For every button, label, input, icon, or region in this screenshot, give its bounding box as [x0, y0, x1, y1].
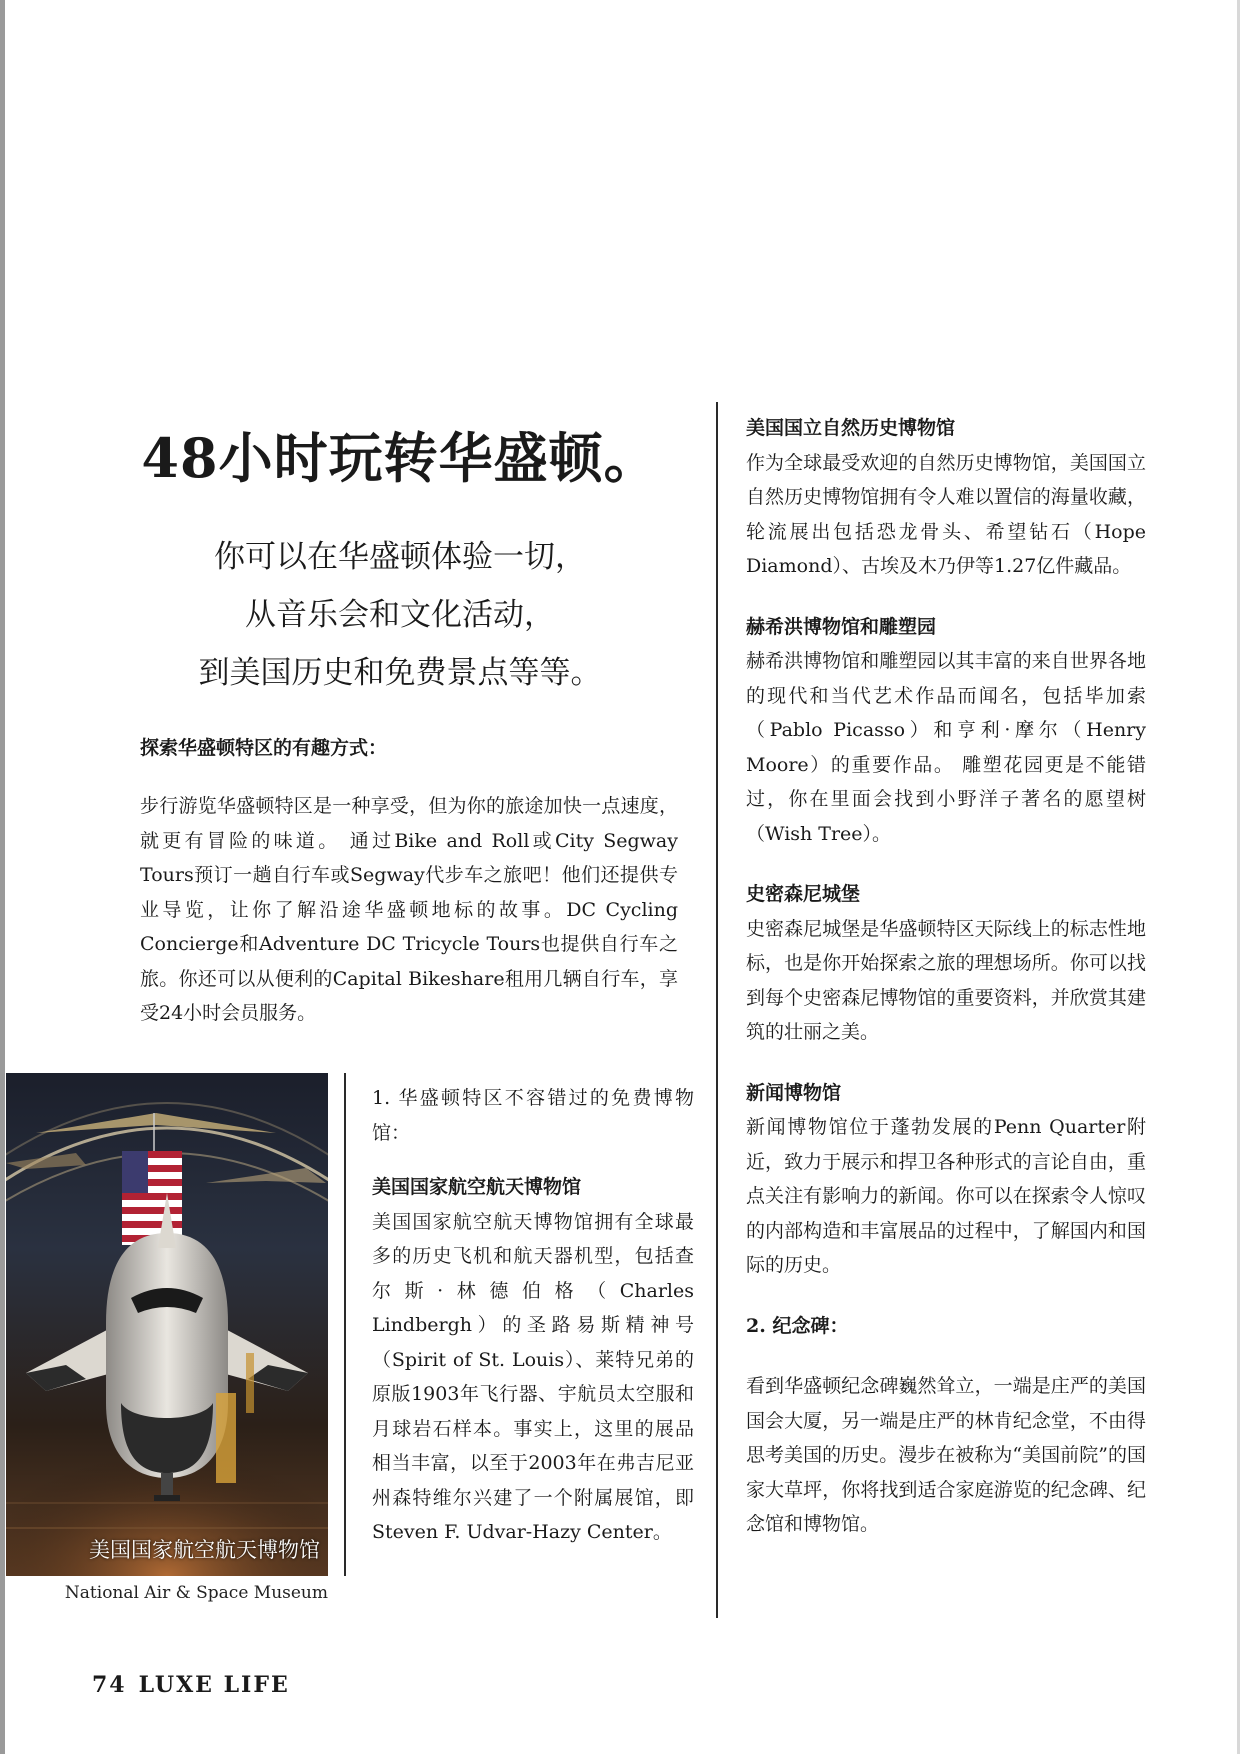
photo-divider — [344, 1073, 346, 1576]
monuments-heading: 2. 纪念碑： — [746, 1314, 849, 1337]
subtitle-line: 到美国历史和免费景点等等。 — [198, 655, 602, 691]
museum-list-heading: 1. 华盛顿特区不容错过的免费博物馆： — [372, 1087, 694, 1144]
smithsonian-castle-title: 史密森尼城堡 — [746, 883, 861, 905]
magazine-name: LUXE LIFE — [138, 1672, 290, 1698]
newseum-title: 新闻博物馆 — [746, 1081, 842, 1104]
page-footer — [92, 1672, 290, 1698]
spacer — [746, 851, 1146, 877]
natural-history-title: 美国国立自然历史博物馆 — [746, 417, 956, 439]
middle-column — [372, 1081, 694, 1550]
spacer — [746, 1283, 1146, 1309]
right-column — [746, 411, 1146, 1542]
air-space-museum-text: 美国国家航空航天博物馆拥有全球最多的历史飞机和航天器机型，包括查尔斯·林德伯格（Charles Lindbergh）的圣路易斯精神号（Spirit of St. Louis）、莱特兄弟的原版1903年飞行器、宇航员太空服和月球岩石样本。事实上，这里的展品相当丰富，以至于2003年在弗吉尼亚州森特维尔兴建了一个附属展馆，即Steven F. Udvar-Hazy Center。 — [372, 1210, 694, 1543]
subtitle-line: 从音乐会和文化活动， — [245, 597, 555, 633]
spacer — [746, 1050, 1146, 1076]
natural-history-text: 作为全球最受欢迎的自然历史博物馆，美国国立自然历史博物馆拥有令人难以置信的海量收藏，轮流展出包括恐龙骨头、希望钻石（Hope Diamond）、古埃及木乃伊等1.27亿件藏品。 — [746, 451, 1146, 577]
hirshhorn-title: 赫希洪博物馆和雕塑园 — [746, 615, 937, 638]
article-subtitle — [120, 528, 680, 702]
page-number: 74 — [92, 1672, 127, 1698]
intro-heading: 探索华盛顿特区的有趣方式： — [140, 737, 388, 759]
intro-paragraph: 步行游览华盛顿特区是一种享受，但为你的旅途加快一点速度，就更有冒险的味道。 通过Bike and Roll或City Segway Tours预订一趟自行车或Segway代步车之旅吧！他们还提供专业导览，让你了解沿途华盛顿地标的故事。DC Cycling Concierge和Adventure DC Tricycle Tours也提供自行车之旅。你还可以从便利的Capital Bikeshare租用几辆自行车，享受24小时会员服务。 — [140, 795, 678, 1024]
page-edge-shadow — [0, 0, 5, 1754]
column-divider — [716, 402, 718, 1618]
newseum-text: 新闻博物馆位于蓬勃发展的Penn Quarter附近，致力于展示和捍卫各种形式的言论自由，重点关注有影响力的新闻。你可以在探索令人惊叹的内部构造和丰富展品的过程中，了解国内和国际的历史。 — [746, 1116, 1146, 1276]
space-shuttle-photo — [6, 1073, 328, 1576]
monuments-text: 看到华盛顿纪念碑巍然耸立，一端是庄严的美国国会大厦，另一端是庄严的林肯纪念堂，不由得思考美国的历史。漫步在被称为“美国前院”的国家大草坪，你将找到适合家庭游览的纪念碑、纪念馆和博物馆。 — [746, 1375, 1146, 1535]
space-shuttle-illustration — [6, 1073, 328, 1576]
photo-caption-chinese: 美国国家航空航天博物馆 — [89, 1538, 320, 1562]
spacer — [746, 1343, 1146, 1369]
air-space-museum-title: 美国国家航空航天博物馆 — [372, 1176, 582, 1198]
hirshhorn-text: 赫希洪博物馆和雕塑园以其丰富的来自世界各地的现代和当代艺术作品而闻名，包括毕加索（Pablo Picasso）和亨利·摩尔（Henry Moore）的重要作品。 雕塑花园更是不能错过，你在里面会找到小野洋子著名的愿望树（Wish Tree）。 — [746, 650, 1146, 845]
photo-caption-english: National Air & Space Museum — [64, 1583, 328, 1603]
article-title: 48小时玩转华盛顿。 — [141, 426, 659, 490]
subtitle-line: 你可以在华盛顿体验一切， — [214, 539, 586, 575]
smithsonian-castle-text: 史密森尼城堡是华盛顿特区天际线上的标志性地标，也是你开始探索之旅的理想场所。你可以找到每个史密森尼博物馆的重要资料，并欣赏其建筑的壮丽之美。 — [746, 917, 1146, 1043]
spacer — [746, 584, 1146, 610]
